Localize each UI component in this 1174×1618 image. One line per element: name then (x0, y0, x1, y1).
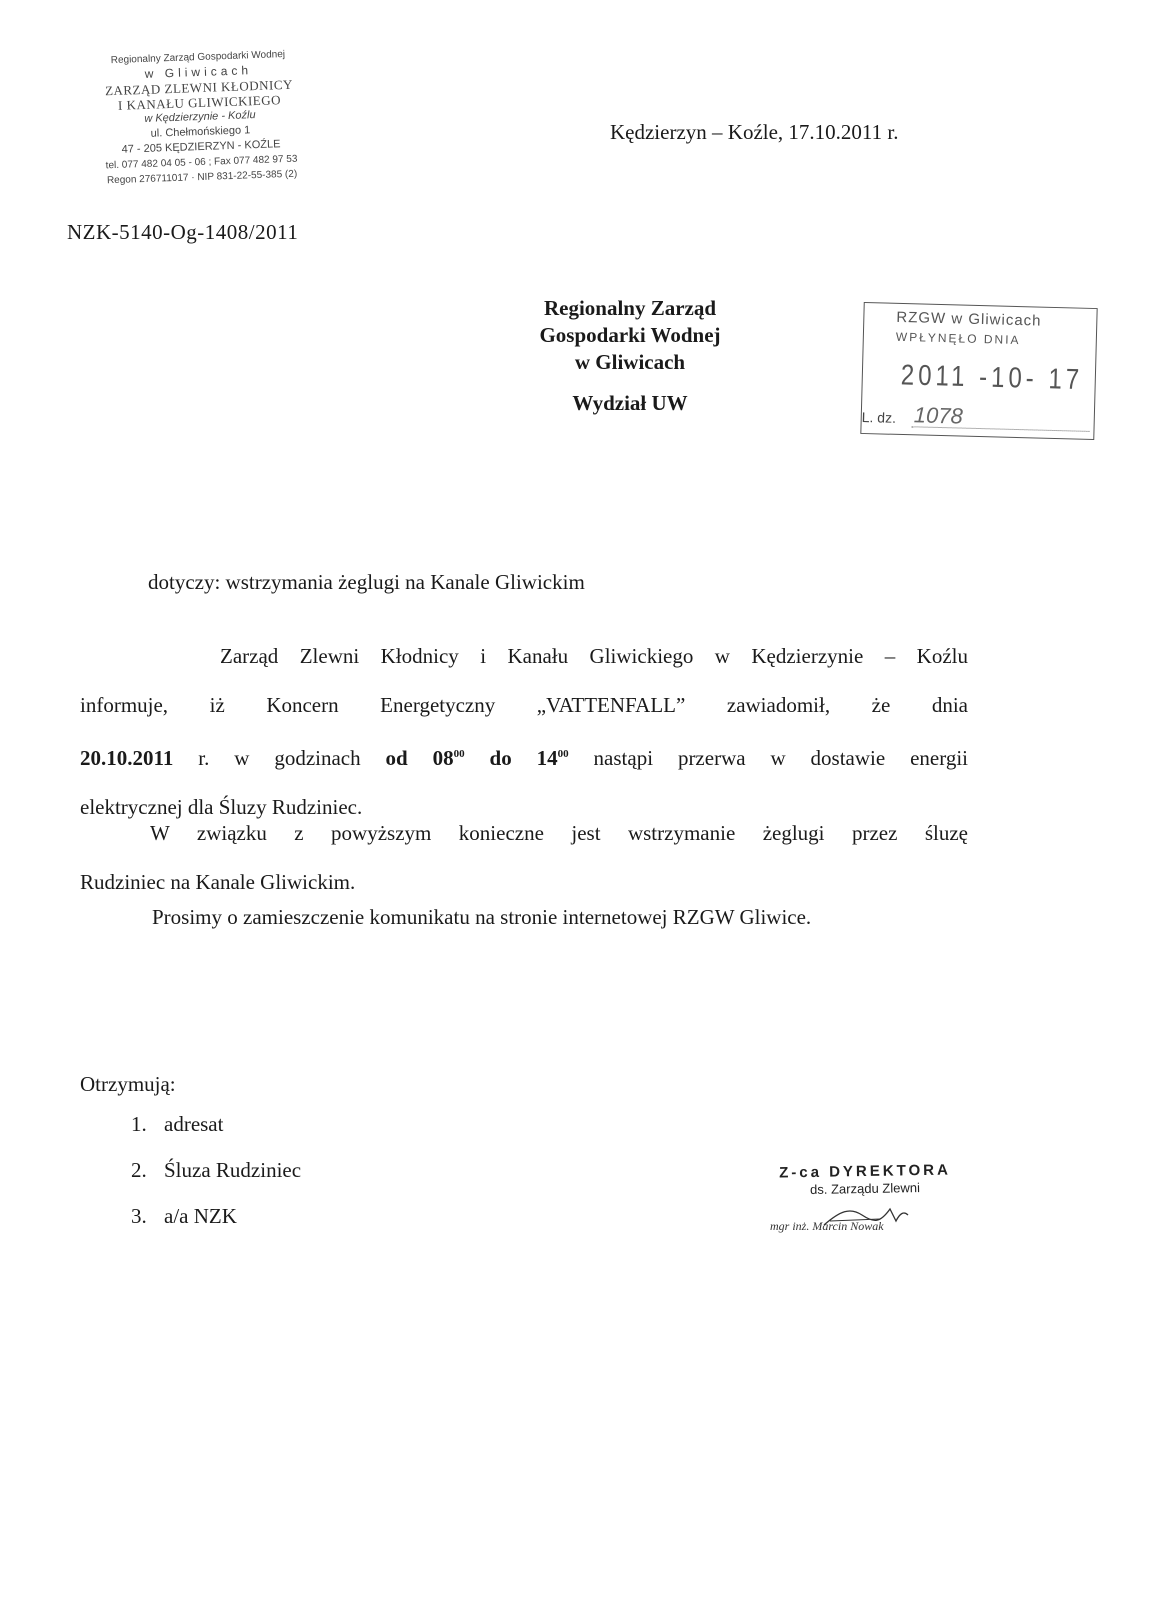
sender-stamp-line: ZARZĄD ZLEWNI KŁODNICY (104, 76, 294, 99)
outage-date: 20.10.2011 (80, 746, 174, 770)
outage-end (490, 746, 569, 770)
received-stamp-log-label: L. dz. (861, 408, 897, 426)
body-line: Rudziniec na Kanale Gliwickim. (80, 870, 356, 894)
sender-stamp-line: tel. 077 482 04 05 - 06 ; Fax 077 482 97 53 (105, 153, 298, 172)
body-line: W związku z powyższym konieczne jest wstrzymanie żeglugi przez śluzę (150, 821, 968, 845)
signature-subtitle: ds. Zarządu Zlewni (809, 1180, 921, 1197)
sender-stamp-line: w Gliwicach (144, 63, 253, 81)
reference-number: NZK-5140-Og-1408/2011 (67, 220, 299, 244)
outage-end-hour: do 14 (489, 746, 558, 770)
addressee-line: Regionalny Zarząd (543, 296, 717, 320)
addressee-line: w Gliwicach (574, 350, 686, 374)
received-stamp-label: WPŁYNĘŁO DNIA (895, 329, 1021, 348)
outage-start-hour: od 08 (385, 746, 454, 770)
received-stamp-log-number: 1078 (913, 402, 964, 429)
sender-stamp-line: Regionalny Zarząd Gospodarki Wodnej (110, 48, 286, 67)
recipient-item: 3. a/a NZK (152, 1203, 301, 1229)
addressee-department: Wydział UW (572, 391, 688, 415)
sender-stamp-line: 47 - 205 KĘDZIERZYN - KOŹLE (121, 138, 281, 156)
signatory-name: mgr inż. Marcin Nowak (770, 1219, 884, 1233)
received-stamp-dotted-line (912, 426, 1090, 432)
sender-stamp (38, 44, 363, 190)
body-line: Zarząd Zlewni Kłodnicy i Kanału Gliwickiego w Kędzierzynie – Koźlu (220, 644, 968, 668)
body-paragraph-3: Prosimy o zamieszczenie komunikatu na stronie internetowej RZGW Gliwice. (152, 905, 812, 929)
received-stamp-office: RZGW w Gliwicach (896, 308, 1042, 330)
body-line: elektrycznej dla Śluzy Rudziniec. (80, 795, 363, 819)
addressee (480, 295, 780, 417)
body-line: informuje, iż Koncern Energetyczny „VATTENFALL” zawiadomił, że dnia (80, 693, 968, 717)
body-line (80, 741, 968, 771)
sender-stamp-line: Regon 276711017 · NIP 831-22-55-385 (2) (106, 168, 298, 187)
subject-line: dotyczy: wstrzymania żeglugi na Kanale Gliwickim (148, 570, 585, 594)
body-paragraph-1 (80, 643, 968, 843)
sender-stamp-line: w Kędzierzynie - Koźlu (144, 109, 256, 125)
outage-start (386, 746, 465, 770)
received-stamp (860, 302, 1097, 440)
recipients-list (80, 1072, 301, 1249)
body-text: nastąpi przerwa w dostawie energii (568, 746, 969, 770)
sender-stamp-line: ul. Chełmońskiego 1 (150, 124, 251, 140)
recipient-item: 1. adresat (152, 1111, 301, 1137)
outage-start-minutes: 00 (453, 748, 465, 760)
recipients-heading: Otrzymują: (80, 1072, 176, 1096)
addressee-line: Gospodarki Wodnej (539, 323, 721, 347)
received-stamp-date: 2011 -10- 17 (900, 359, 1084, 397)
signature-title: Z-ca DYREKTORA (778, 1161, 952, 1182)
signature-block (760, 1161, 970, 1233)
body-paragraph-2 (80, 820, 968, 918)
place-date: Kędzierzyn – Koźle, 17.10.2011 r. (610, 120, 899, 144)
recipient-item: 2. Śluza Rudziniec (152, 1157, 301, 1183)
outage-end-minutes: 00 (557, 748, 569, 760)
body-text: r. w godzinach (173, 746, 386, 770)
sender-stamp-line: I KANAŁU GLIWICKIEGO (117, 92, 282, 113)
